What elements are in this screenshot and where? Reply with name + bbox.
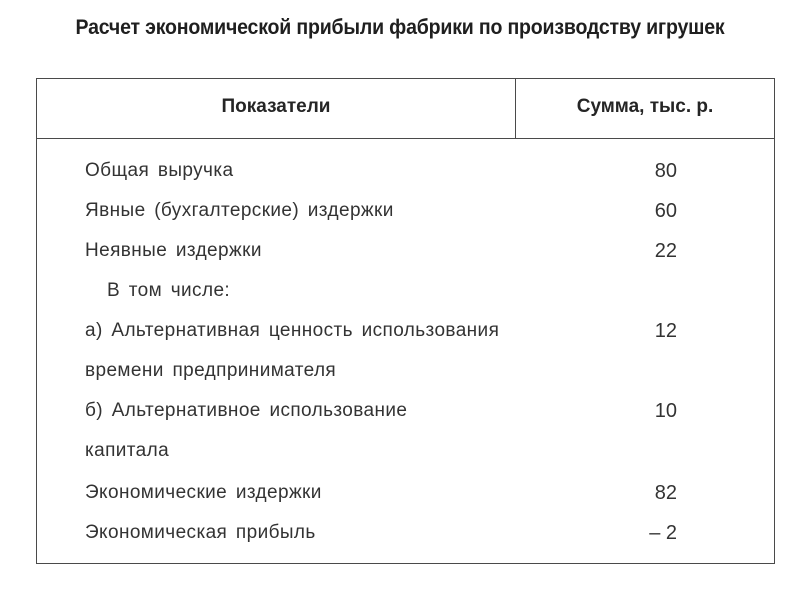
row-label: а) Альтернативная ценность использования	[85, 320, 500, 341]
table-row	[37, 351, 774, 391]
profit-table	[36, 78, 775, 564]
row-label: В том числе:	[107, 280, 231, 301]
row-label: Общая выручка	[85, 160, 234, 181]
row-value: 60	[654, 200, 677, 222]
table-row	[37, 231, 774, 271]
table-row	[37, 191, 774, 231]
table-row	[37, 473, 774, 513]
table-row	[37, 311, 774, 351]
table-row	[37, 151, 774, 191]
row-label: капитала	[85, 440, 170, 461]
row-label: Явные (бухгалтерские) издержки	[85, 200, 394, 221]
table-row	[37, 431, 774, 471]
table-header-row	[37, 79, 774, 139]
row-value: 82	[654, 482, 677, 504]
row-value: 80	[654, 160, 677, 182]
row-value: 12	[654, 320, 677, 342]
header-amount: Сумма, тыс. р.	[576, 96, 714, 117]
row-label: Экономическая прибыль	[85, 522, 316, 543]
table-row	[37, 391, 774, 431]
row-label: Неявные издержки	[85, 240, 262, 261]
row-value: – 2	[649, 522, 677, 544]
row-label: времени предпринимателя	[85, 360, 337, 381]
row-label: Экономические издержки	[85, 482, 322, 503]
table-row	[37, 271, 774, 311]
row-value: 10	[654, 400, 677, 422]
table-row	[37, 513, 774, 553]
header-indicators: Показатели	[221, 96, 331, 117]
page-title: Расчет экономической прибыли фабрики по производству игрушек	[75, 16, 725, 39]
row-label: б) Альтернативное использование	[85, 400, 408, 421]
row-value: 22	[654, 240, 677, 262]
